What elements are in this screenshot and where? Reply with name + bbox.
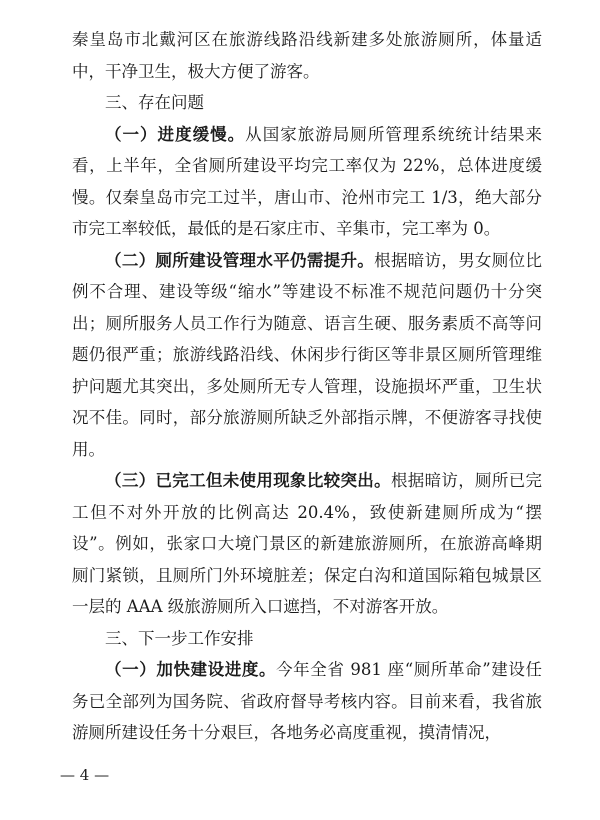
- continuation-paragraph: 秦皇岛市北戴河区在旅游线路沿线新建多处旅游厕所，体量适中，干净卫生，极大方便了游客。: [72, 30, 542, 81]
- paragraph-lead: （三）已完工但未使用现象比较突出。: [105, 471, 391, 490]
- section-heading-problems: 三、存在问题: [105, 93, 204, 112]
- paragraph-unused-completed: [72, 465, 542, 623]
- paragraph-body: 今年全省 981 座“厕所革命”建设任务已全部列为国务院、省政府督导考核内容。目前来看，我省旅游厕所建设任务十分艰巨，各地务必高度重视，摸清情况，: [72, 660, 543, 742]
- paragraph-body: 根据暗访，男女厕位比例不合理、建设等级“缩水”等建设不标准不规范问题仍十分突出；厕所服务人员工作行为随意、语言生硬、服务素质不高等问题仍很严重；旅游线路沿线、休闲步行街区等非景区厕所管理维护问题尤其突出，多处厕所无专人管理，设施损坏严重，卫生状况不佳。同时，部分旅游厕所缺乏外部指示牌，不便游客寻找使用。: [72, 250, 543, 459]
- page-number: — 4 —: [60, 766, 110, 784]
- paragraph-body: 从国家旅游局厕所管理系统统计结果来看，上半年，全省厕所建设平均完工率仅为 22%，总体进度缓慢。仅秦皇岛市完工过半，唐山市、沧州市完工 1/3，绝大部分市完工率较低，最低的是石家庄市、辛集市，完工率为 0。: [72, 124, 543, 238]
- paragraph-lead: （一）加快建设进度。: [105, 660, 277, 679]
- section-heading-next-steps: 三、下一步工作安排: [105, 628, 254, 648]
- paragraph-lead: （一）进度缓慢。: [105, 124, 246, 144]
- paragraph-body: 根据暗访，厕所已完工但不对外开放的比例高达 20.4%，致使新建厕所成为“摆设”。例如，张家口大境门景区的新建旅游厕所，在旅游高峰期厕门紧锁，且厕所门外环境脏差；保定白沟和道国际箱包城景区一层的 AAA 级旅游厕所入口遮挡，不对游客开放。: [72, 471, 543, 616]
- paragraph-lead: （二）厕所建设管理水平仍需提升。: [105, 250, 375, 270]
- paragraph-management-level: [72, 245, 542, 466]
- paragraph-progress-slow: [72, 119, 542, 245]
- document-page: [72, 24, 542, 749]
- paragraph-speed-up: [72, 654, 542, 749]
